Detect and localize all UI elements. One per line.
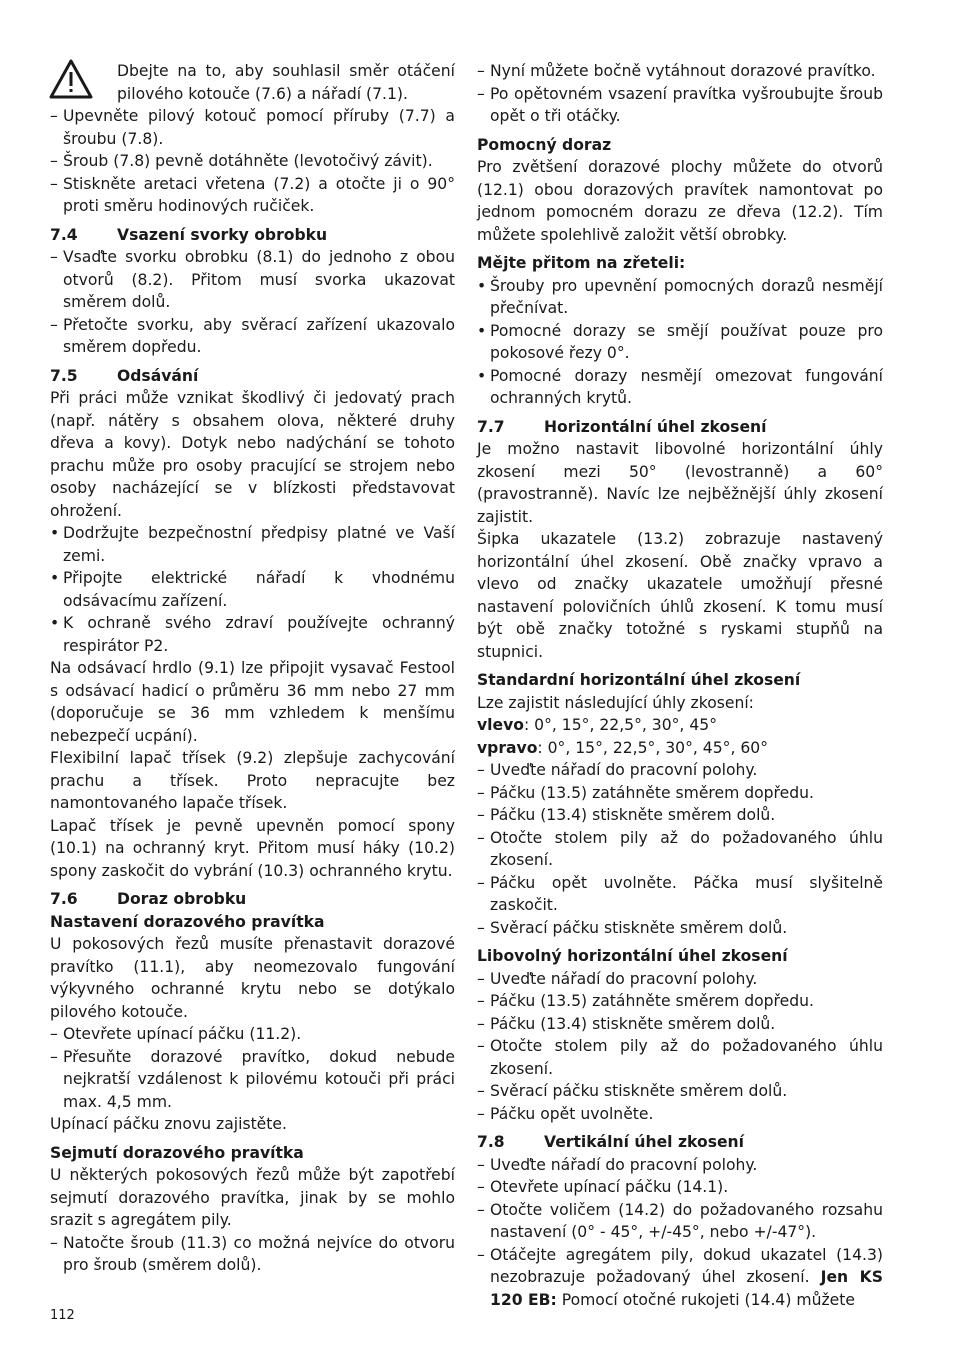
paragraph: Při práci může vznikat škodlivý či jedovatý prach (např. nátěry s obsahem olova, některé druhy dřeva a kovy). Dotyk nebo nadýchání se tohoto prachu může pro osoby pracující se strojem nebo osoby nacházející se v blízkosti představovat ohrožení. — [50, 389, 455, 520]
warning-text: Dbejte na to, aby souhlasil směr otáčení pilového kotouče (7.6) a nářadí (7.1). — [117, 62, 455, 103]
list-item: – Otočte stolem pily až do požadovaného úhlu zkosení. — [477, 1037, 883, 1078]
subheading: Nastavení dorazového pravítka — [50, 912, 325, 931]
page-number: 112 — [50, 1308, 75, 1323]
angles-left: vlevo: 0°, 15°, 22,5°, 30°, 45° — [477, 716, 717, 734]
list-item: – Otáčejte agregátem pily, dokud ukazatel (14.3) nezobrazuje požadovaný úhel zkosení. Jen KS 120 EB: Pomocí otočné rukojeti (14.4) můžete — [477, 1245, 883, 1309]
list-item: – Po opětovném vsazení pravítka vyšroubujte šroub opět o tři otáčky. — [477, 84, 883, 125]
subheading: Mějte přitom na zřeteli: — [477, 254, 686, 272]
list-item: – Páčku opět uvolněte. — [477, 1104, 654, 1123]
bullet-item: • K ochraně svého zdraví používejte ochranný respirátor P2. — [50, 614, 455, 655]
list-item: – Uveďte nářadí do pracovní polohy. — [477, 969, 758, 988]
paragraph: Lze zajistit následující úhly zkosení: — [477, 693, 754, 712]
list-item: – Páčku (13.4) stiskněte směrem dolů. — [477, 1014, 776, 1033]
list-item: – Otevřete upínací páčku (14.1). — [477, 1178, 729, 1196]
list-item: – Uveďte nářadí do pracovní polohy. — [477, 1155, 758, 1174]
section-heading-7-8: 7.8 Vertikální úhel zkosení — [477, 1133, 744, 1151]
paragraph: Lapač třísek je pevně upevněn pomocí spony (10.1) na ochranný kryt. Přitom musí háky (10.2) spony zaskočit do vybrání (10.3) ochranného krytu. — [50, 816, 455, 880]
list-item: – Natočte šroub (11.3) co možná nejvíce do otvoru pro šroub (směrem dolů). — [50, 1233, 455, 1274]
list-item: – Šroub (7.8) pevně dotáhněte (levotočivý závit). — [50, 152, 433, 170]
section-heading-7-7: 7.7 Horizontální úhel zkosení — [477, 417, 767, 436]
bullet-item: • Pomocné dorazy nesmějí omezovat fungování ochranných krytů. — [477, 366, 883, 407]
list-item: – Otočte stolem pily až do požadovaného úhlu zkosení. — [477, 828, 883, 869]
section-heading-7-5: 7.5 Odsávání — [50, 366, 199, 385]
paragraph: Pro zvětšení dorazové plochy můžete do otvorů (12.1) obou dorazových pravítek namontovat po jednom pomocném dorazu ze dřeva (12.2). Tím můžete spolehlivě založit větší obrobky. — [477, 158, 883, 244]
list-item: – Vsaďte svorku obrobku (8.1) do jednoho z obou otvorů (8.2). Přitom musí svorka ukazovat směrem dolů. — [50, 248, 455, 311]
list-item: – Otočte voličem (14.2) do požadovaného rozsahu nastavení (0° - 45°, +/-45°, nebo +/-47°). — [477, 1200, 883, 1241]
section-heading-7-6: 7.6 Doraz obrobku — [50, 890, 247, 908]
subheading: Pomocný doraz — [477, 135, 612, 154]
list-item: – Páčku opět uvolněte. Páčka musí slyšitelně zaskočit. — [477, 873, 883, 914]
subheading: Libovolný horizontální úhel zkosení — [477, 947, 788, 965]
left-column — [50, 60, 455, 1277]
paragraph: Flexibilní lapač třísek (9.2) zlepšuje zachycování prachu a třísek. Proto nepracujte bez namontovaného lapače třísek. — [50, 749, 455, 812]
paragraph: Šipka ukazatele (13.2) zobrazuje nastavený horizontální úhel zkosení. Obě značky vpravo a vlevo od značky ukazatele umožňují přesné nastavení polovičních úhlů zkosení. K tomu musí být obě značky totožné s ryskami stupňů na stupnici. — [477, 530, 883, 661]
paragraph: U některých pokosových řezů může být zapotřebí sejmutí dorazového pravítka, jinak by se mohlo srazit s agregátem pily. — [50, 1166, 455, 1229]
list-item: – Přesuňte dorazové pravítko, dokud nebude nejkratší vzdálenost k pilovému kotouči při práci max. 4,5 mm. — [50, 1047, 455, 1111]
bullet-item: • Šrouby pro upevnění pomocných dorazů nesmějí přečnívat. — [477, 276, 883, 317]
paragraph: Je možno nastavit libovolné horizontální úhly zkosení mezi 50° (levostranně) a 60° (pravostranně). Navíc lze nejběžnější úhly zkosení zajistit. — [477, 440, 883, 526]
list-item: – Páčku (13.4) stiskněte směrem dolů. — [477, 806, 776, 824]
paragraph: Na odsávací hrdlo (9.1) lze připojit vysavač Festool s odsávací hadicí o průměru 36 mm nebo 27 mm (doporučuje se 36 mm vzhledem k menšímu nebezpečí ucpání). — [50, 659, 455, 745]
list-item: – Páčku (13.5) zatáhněte směrem dopředu. — [477, 783, 814, 802]
list-item: – Svěrací páčku stiskněte směrem dolů. — [477, 1082, 788, 1100]
right-column — [477, 60, 883, 1311]
list-item: – Uveďte nářadí do pracovní polohy. — [477, 761, 758, 779]
list-item: – Nyní můžete bočně vytáhnout dorazové pravítko. — [477, 62, 876, 80]
subheading: Sejmutí dorazového pravítka — [50, 1143, 304, 1162]
bullet-item: • Připojte elektrické nářadí k vhodnému odsávacímu zařízení. — [50, 569, 455, 610]
list-item: – Otevřete upínací páčku (11.2). — [50, 1025, 302, 1043]
angles-right: vpravo: 0°, 15°, 22,5°, 30°, 45°, 60° — [477, 738, 768, 757]
paragraph: Upínací páčku znovu zajistěte. — [50, 1115, 287, 1133]
bullet-item: • Pomocné dorazy se smějí používat pouze pro pokosové řezy 0°. — [477, 321, 883, 362]
list-item: – Svěrací páčku stiskněte směrem dolů. — [477, 918, 788, 937]
list-item: – Páčku (13.5) zatáhněte směrem dopředu. — [477, 992, 814, 1010]
warning-triangle-icon — [48, 58, 94, 100]
subheading: Standardní horizontální úhel zkosení — [477, 671, 801, 689]
warning-block — [50, 60, 455, 105]
list-item: – Upevněte pilový kotouč pomocí příruby (7.7) a šroubu (7.8). — [50, 107, 455, 148]
list-item: – Přetočte svorku, aby svěrací zařízení ukazovalo směrem dopředu. — [50, 315, 455, 356]
section-heading-7-4: 7.4 Vsazení svorky obrobku — [50, 225, 328, 244]
list-item: – Stiskněte aretaci vřetena (7.2) a otočte ji o 90° proti směru hodinových ručiček. — [50, 174, 455, 215]
bullet-item: • Dodržujte bezpečnostní předpisy platné ve Vaší zemi. — [50, 524, 455, 565]
paragraph: U pokosových řezů musíte přenastavit dorazové pravítko (11.1), aby neomezovalo fungování výkyvného ochranné krytu nebo se dotýkalo pilového kotouče. — [50, 935, 455, 1021]
